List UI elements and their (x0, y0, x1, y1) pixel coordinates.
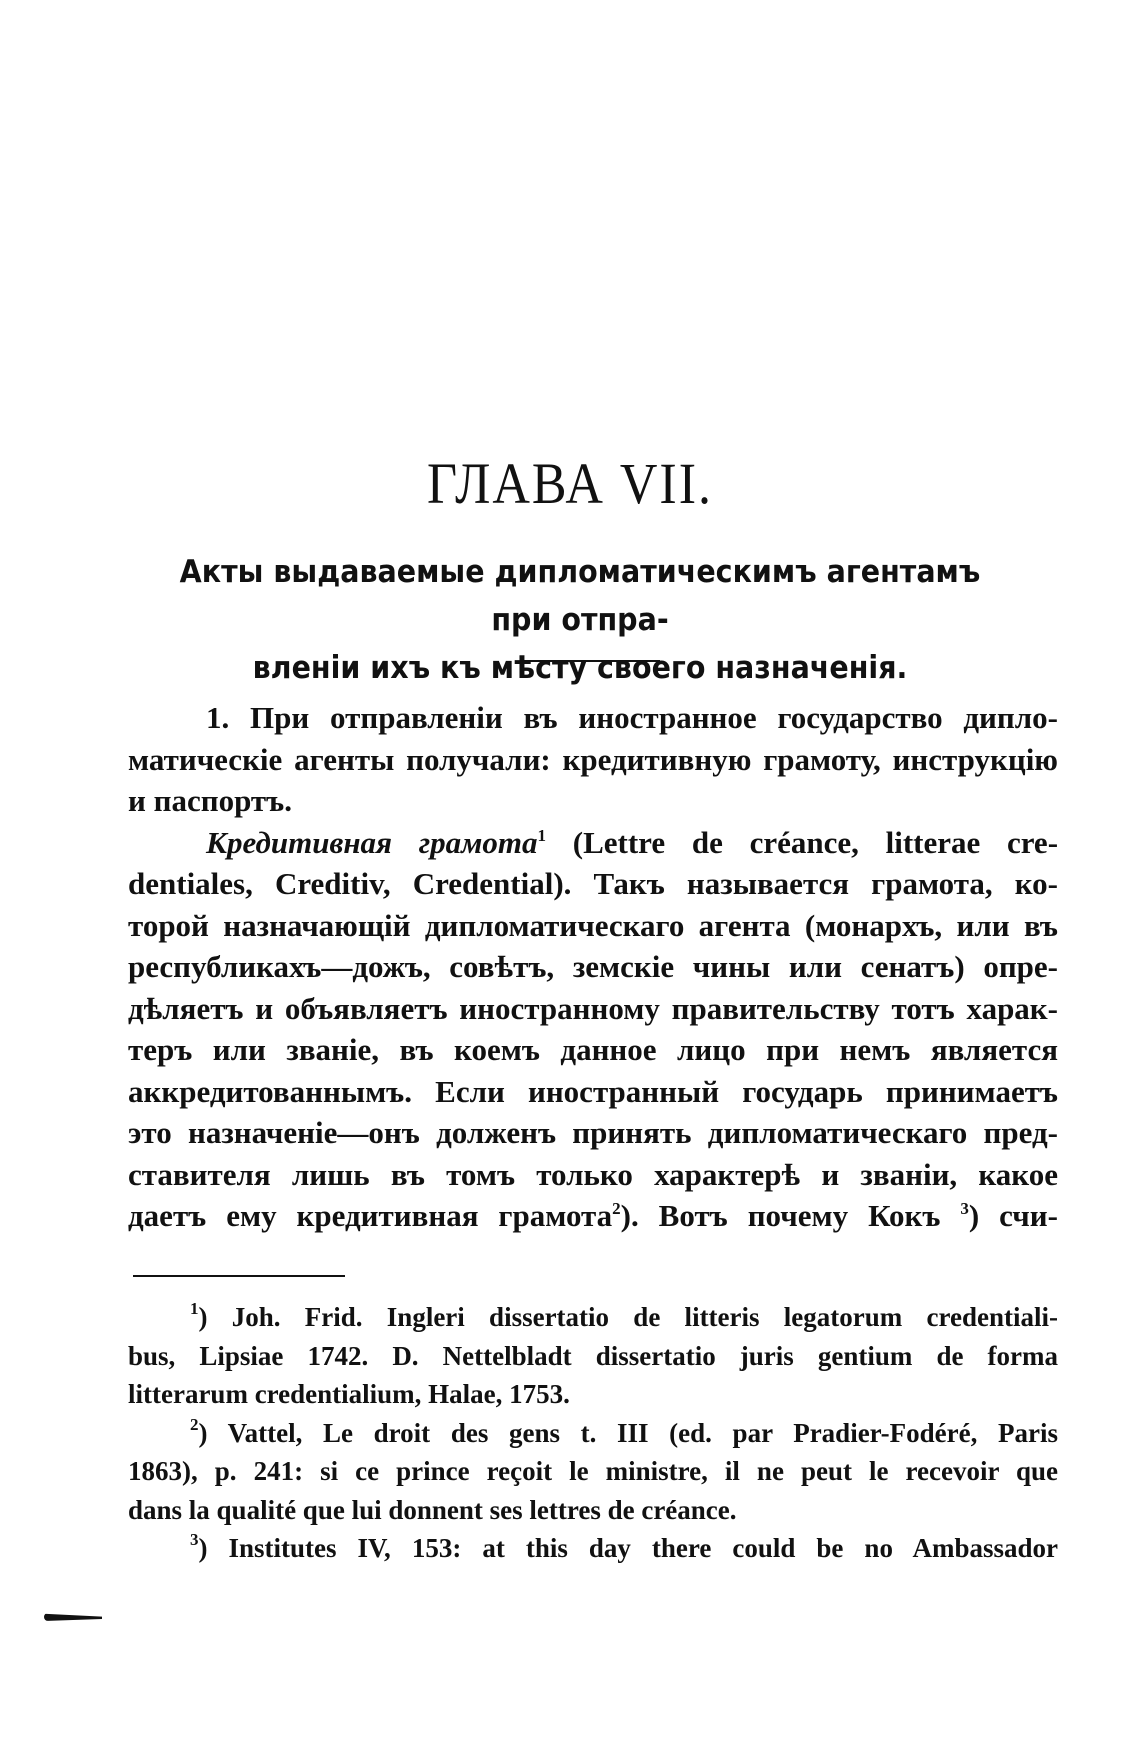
footnote-line: bus, Lipsiae 1742. D. Nettelbladt dissertatio juris gentium de forma (128, 1340, 1058, 1371)
title-divider (522, 660, 660, 662)
body-line (128, 822, 1058, 864)
body-line: торой назначающій дипломатическаго агента (монархъ, или въ (128, 907, 1058, 943)
footnote-line: litterarum credentialium, Halae, 1753. (128, 1379, 570, 1409)
body-line: dentiales, Creditiv, Credential). Такъ называется грамота, ко- (128, 866, 1058, 901)
body-line: аккредитованнымъ. Если иностранный государь принимаетъ (128, 1073, 1058, 1109)
footnote-line: dans la qualité que lui donnent ses lettres de créance. (128, 1494, 737, 1525)
body-line: ставителя лишь въ томъ только характерѣ и званіи, какое (128, 1156, 1058, 1192)
body-line: матическіе агенты получали: кредитивную грамоту, инструкцію (128, 741, 1058, 777)
footnote-text: ) Joh. Frid. Ingleri dissertatio de litteris legatorum credentiali- (198, 1302, 1058, 1332)
subtitle-line: Акты выдаваемые дипломатическимъ агентамъ при отпра- (179, 554, 981, 638)
italic-term: Кредитивная грамота (206, 824, 538, 860)
chapter-subtitle (166, 548, 994, 692)
footnote-ref: 3 (960, 1199, 969, 1218)
body-line: это назначеніе—онъ долженъ принять дипломатическаго пред- (128, 1115, 1058, 1150)
ink-mark (44, 1613, 102, 1621)
body-line: дѣляетъ и объявляетъ иностранному правительству тотъ харак- (128, 990, 1058, 1026)
footnote-ref: 2 (612, 1199, 621, 1218)
chapter-title: ГЛАВА VII. (426, 452, 714, 517)
footnote-marker: 2 (190, 1414, 199, 1434)
footnote-ref: 1 (537, 825, 547, 845)
footnote-marker: 3 (190, 1530, 199, 1549)
footnote-line: 1863), p. 241: si ce prince reçoit le ministre, il ne peut le recevoir que (128, 1456, 1058, 1486)
footnote-line (128, 1529, 1058, 1568)
footnote-marker: 1 (190, 1299, 199, 1318)
body-line: республикахъ—дожъ, совѣтъ, земскіе чины или сенатъ) опре- (128, 949, 1058, 984)
body-line-text: ). Вотъ почему Кокъ (620, 1198, 941, 1233)
body-line: 1. При отправленіи въ иностранное государство дипло- (206, 700, 1058, 735)
subtitle-line: вленіи ихъ къ мѣсту своего назначенія. (252, 650, 908, 686)
body-line-text: (Lettre de créance, litterae cre- (572, 824, 1059, 860)
footnote-line (128, 1414, 1058, 1453)
footnote-text: ) Vattel, Le droit des gens t. III (ed. par Pradier-Fodéré, Paris (198, 1417, 1058, 1448)
body-line: теръ или званіе, въ коемъ данное лицо при немъ является (128, 1032, 1058, 1067)
body-text (128, 697, 1058, 1237)
body-line: и паспортъ. (128, 783, 292, 818)
body-line-text: даетъ ему кредитивная грамота (128, 1198, 613, 1233)
footnote-divider (133, 1275, 345, 1277)
body-line-text: ) счи- (968, 1198, 1058, 1233)
footnotes (128, 1298, 1058, 1568)
footnote-text: ) Institutes IV, 153: at this day there could be no Ambassador (198, 1533, 1058, 1563)
body-line (128, 1195, 1058, 1237)
footnote-line (128, 1298, 1058, 1337)
